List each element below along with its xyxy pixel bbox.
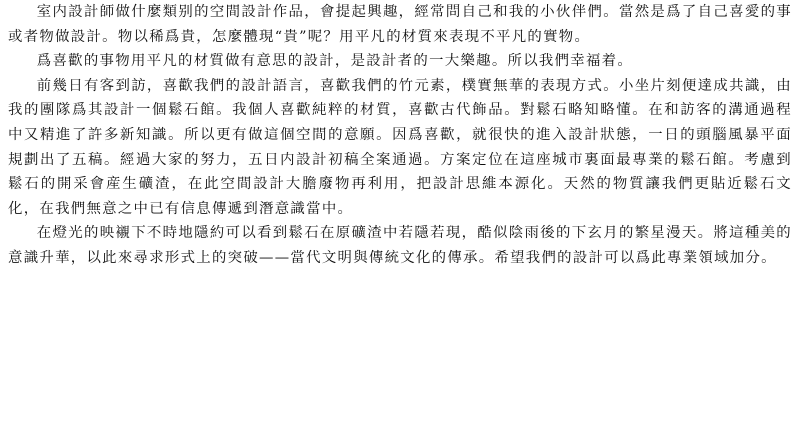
paragraph-1: 室内設計師做什麼類别的空間設計作品，會提起興趣，經常問自己和我的小伙伴們。當然是爲了自己喜愛的事或者物做設計。物以稀爲貴，怎麼體現“貴”呢？用平凡的材質來表現不平凡的實物。 <box>8 4 792 45</box>
paragraph-2: 爲喜歡的事物用平凡的材質做有意思的設計，是設計者的一大樂趣。所以我們幸福着。 <box>36 53 634 70</box>
paragraph-3: 前幾日有客到訪，喜歡我們的設計語言，喜歡我們的竹元素，樸實無華的表現方式。小坐片刻便達成共識，由我的團隊爲其設計一個鬆石館。我個人喜歡純粹的材質，喜歡古代飾品。對鬆石略知略懂。在和訪客的溝通過程中又精進了許多新知識。所以更有做這個空間的意願。因爲喜歡，就很快的進入設計狀態，一日的頭腦風暴平面規劃出了五稿。經過大家的努力，五日内設計初稿全案通過。方案定位在這座城市裏面最專業的鬆石館。考慮到鬆石的開采會産生礦渣，在此空間設計大膽廢物再利用，把設計思維本源化。天然的物質讓我們更貼近鬆石文化，在我們無意之中已有信息傳遞到潛意識當中。 <box>8 77 792 217</box>
paragraph-4: 在燈光的映襯下不時地隱約可以看到鬆石在原礦渣中若隱若現，酷似陰雨後的下玄月的繁星漫天。將這種美的意識升華，以此來尋求形式上的突破——當代文明與傳統文化的傳承。希望我們的設計可以爲此專業領域加分。 <box>8 225 792 266</box>
document-body <box>8 0 792 271</box>
